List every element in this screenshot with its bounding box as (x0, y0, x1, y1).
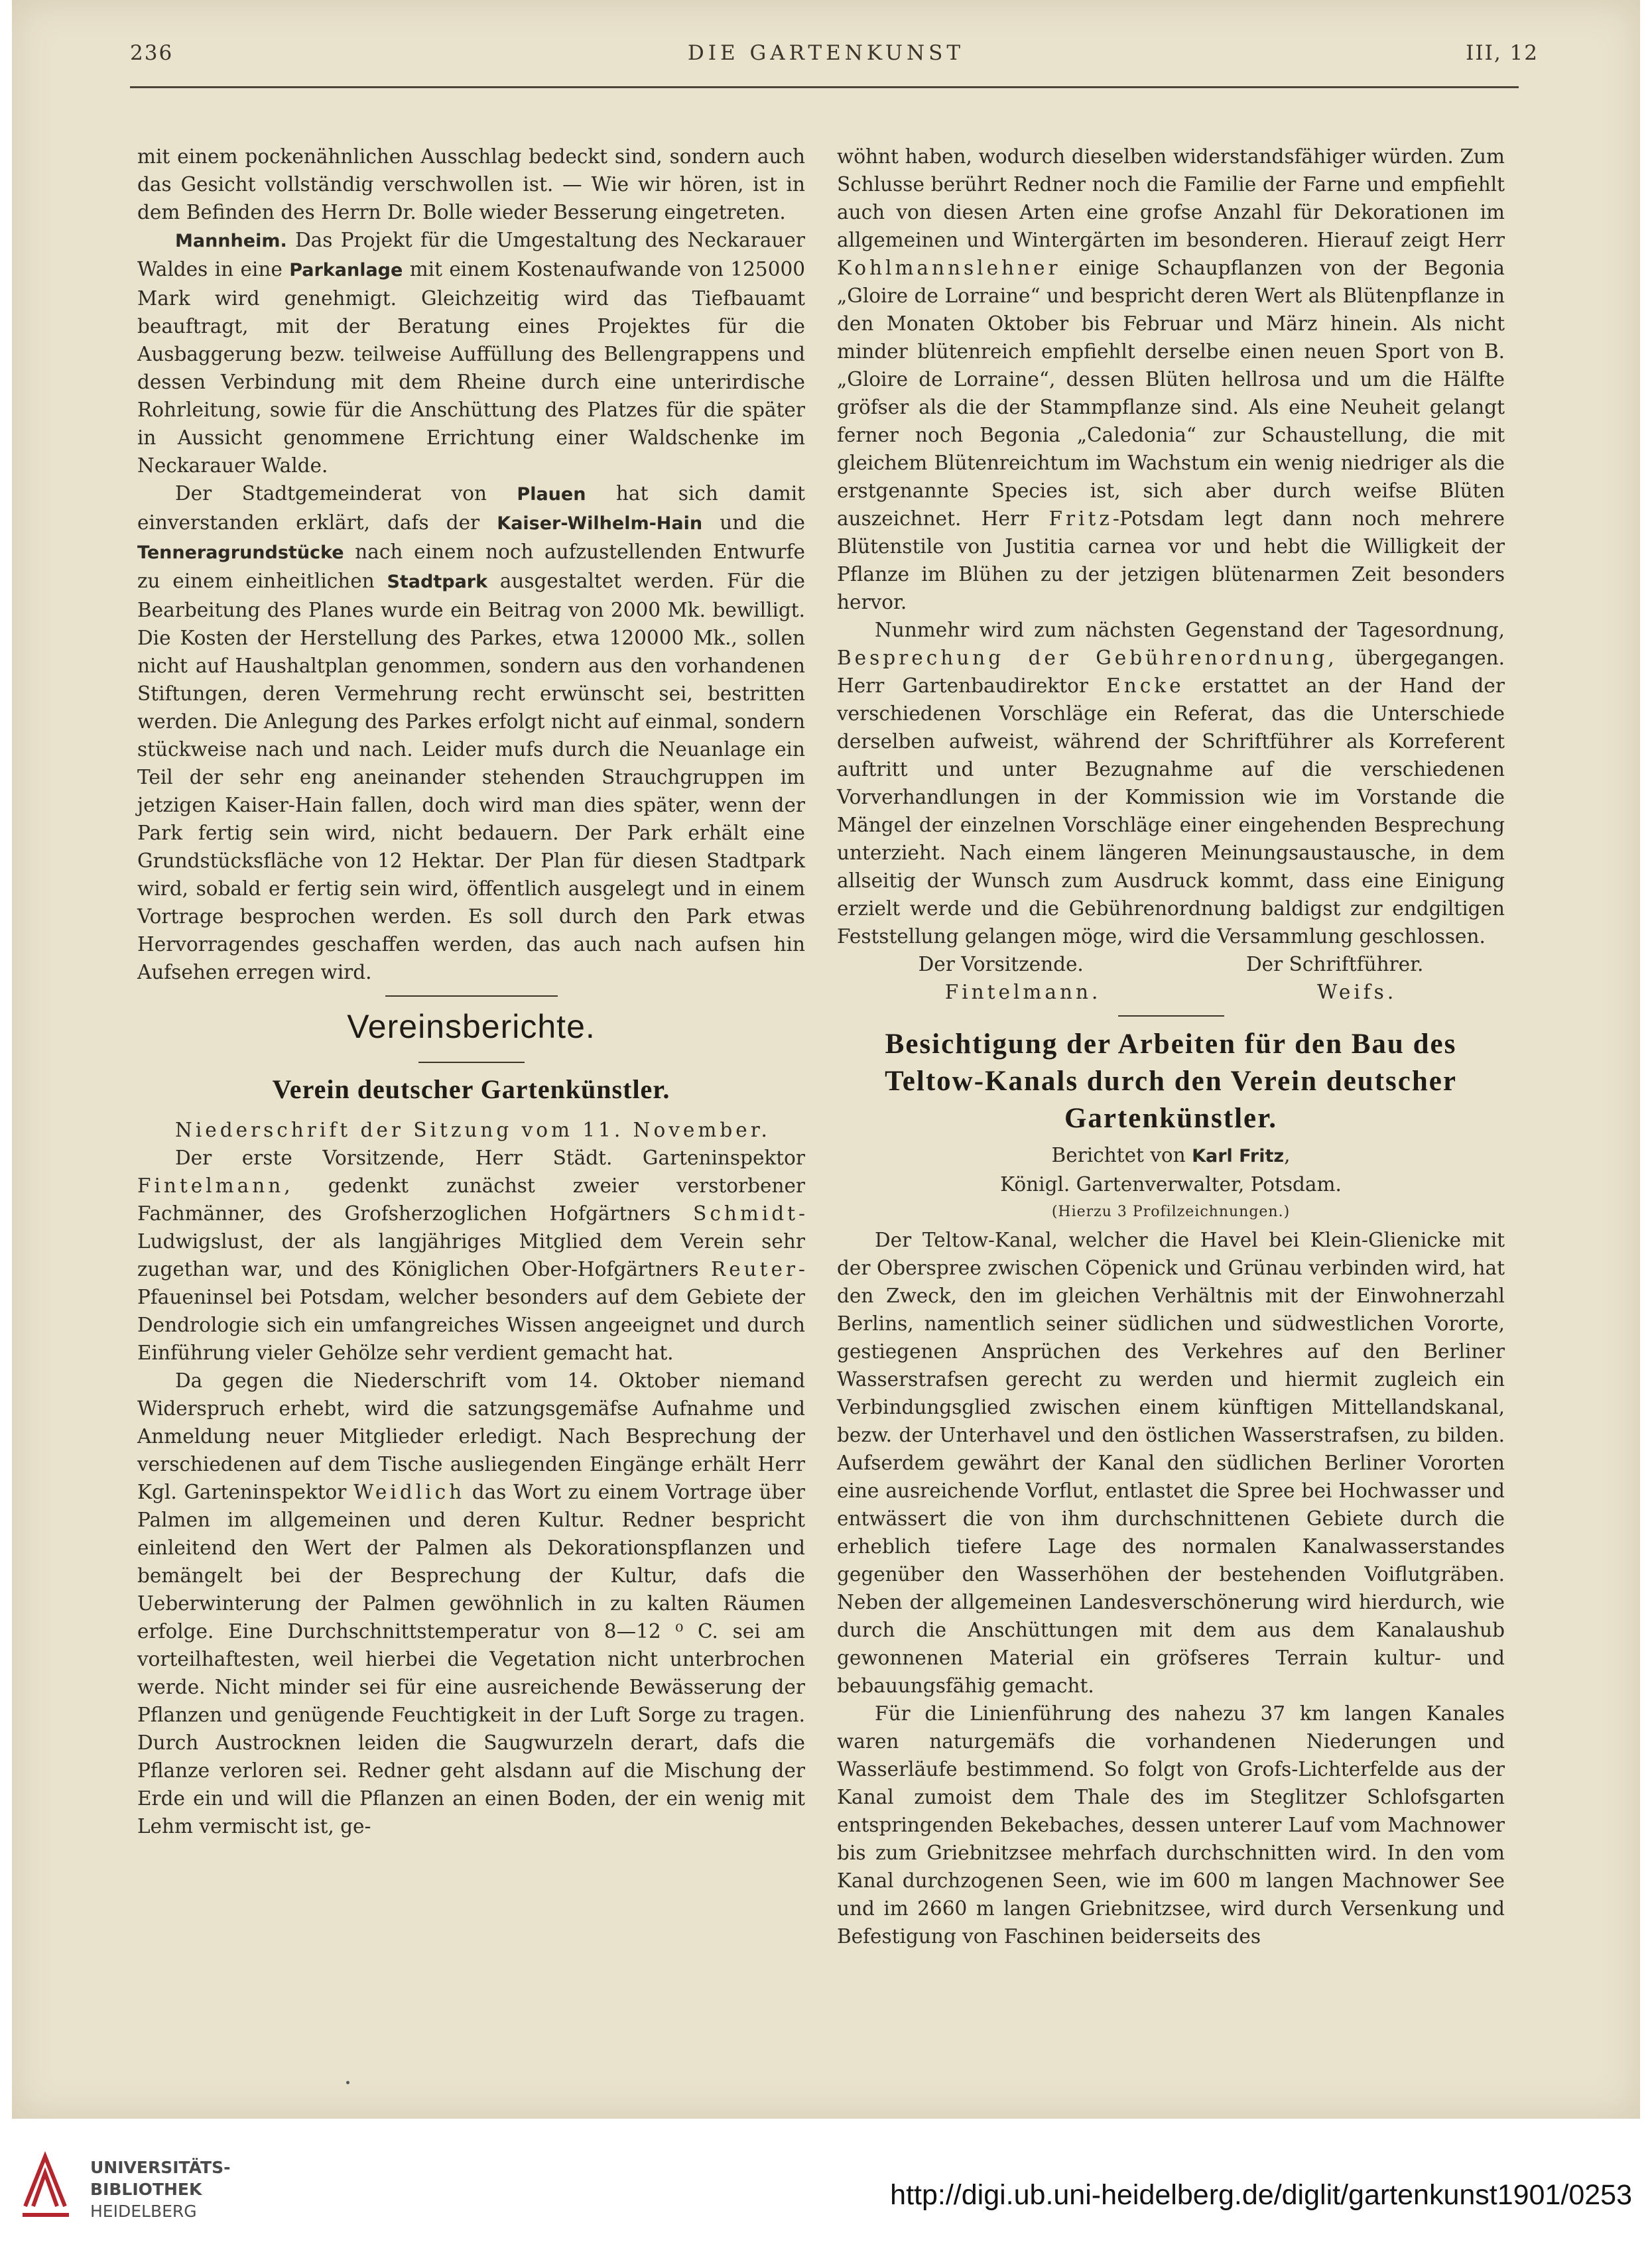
library-line-2: BIBLIOTHEK (90, 2180, 202, 2199)
fees-topic: Besprechung der Gebührenordnung (837, 647, 1328, 669)
issue-number: III, 12 (1466, 41, 1539, 65)
chair-name: Fintelmann. (944, 981, 1102, 1003)
secretary-role: Der Schriftführer. (1246, 953, 1424, 975)
article-divider (1118, 1015, 1224, 1017)
secretary-name: Weifs. (1316, 981, 1397, 1003)
begonia-text-c: -Potsdam legt dann noch mehrere Blütenstile von Justitia carnea vor und hebt die Willigkeit der Pflanze im Blühen zu der jetzigen blütenarmen Zeit besonders hervor. (837, 507, 1505, 613)
paragraph-palms (137, 1367, 805, 1840)
plauen-text-d: und die (702, 511, 805, 534)
right-column (837, 143, 1505, 1950)
obit-text-c: -Ludwigslust, der als langjähriges Mitglied dem Verein sehr zugethan war, und des Königlichen Ober-Hofgärtners (137, 1202, 805, 1281)
article-title: Besichtigung der Arbeiten für den Bau des Teltow-Kanals durch den Verein deutscher Gartenkünstler. (885, 1029, 1457, 1134)
parkanlage-term: Parkanlage (289, 260, 403, 281)
author-role: Königl. Gartenverwalter, Potsdam. (1000, 1173, 1342, 1196)
stadtpark-term: Stadtpark (387, 572, 488, 592)
name-reuter: Reuter (710, 1258, 799, 1281)
mannheim-text-b: mit einem Kostenaufwande von 125000 Mark wird genehmigt. Gleichzeitig wird das Tiefbauamt beauftragt, mit der Beratung eines Projektes für die Ausbaggerung bezw. teilweise Auffüllung des Bellengrappens und dessen Verbindung mit dem Rheine durch eine unterirdische Rohrleitung, sowie für die Anschüttung des Platzes für die später in Aussicht genommene Errichtung einer Waldschenke im Neckarauer Walde. (137, 258, 806, 477)
fees-text-a: Nunmehr wird zum nächsten Gegenstand der Tagesordnung, (875, 619, 1505, 641)
library-line-3: HEIDELBERG (90, 2202, 197, 2221)
obit-text-a: Der erste Vorsitzende, Herr Städt. Garteninspektor (175, 1147, 805, 1169)
library-logo-icon (19, 2143, 73, 2223)
chair-role: Der Vorsitzende. (918, 953, 1084, 975)
paragraph-obituaries (137, 1144, 805, 1367)
plauen-text-a: Der Stadtgemeinderat von (175, 482, 517, 505)
paragraph-teltow-purpose: Der Teltow-Kanal, welcher die Havel bei Klein-Glienicke mit der Oberspree zwischen Cöpenick und Grünau verbinden wird, hat den Zweck, den im gleichen Verhältnis mit der Einwohnerzahl Berlins, namentlich seiner südlichen und südwestlichen Vororte, gestiegenen Ansprüchen des Verkehres auf den Berliner Wasserstrafsen gerecht zu werden und hiermit zugleich ein Verbindungsglied zwischen einem künftigen Mittellandskanal, bezw. der Unterhavel und den östlichen Wasserstrafsen, zu bilden. Aufserdem gewährt der Kanal den südlichen Berliner Vororten eine ausreichende Vorflut, entlastet die Spree bei Hochwasser und entwässert die von ihm durchschnittenen Gebiete durch die erheblich tiefere Lage des normalen Kanalwasserstandes gegenüber den Wasserhöhen der bestehenden Voiflutgräben. Neben der allgemeinen Landesverschönerung wird hierdurch, wie durch die Anschüttungen mit dem aus dem Kanalaushub gewonnenen Material ein gröfseres Terrain kultur- und bebauungsfähig gemacht. (837, 1229, 1505, 1697)
byline-comma: , (1284, 1144, 1291, 1166)
plauen-text-c: hat sich damit einverstanden erklärt, dafs der (137, 482, 805, 534)
tennera-term: Tenneragrundstücke (137, 542, 344, 563)
begonia-text-b: einige Schaupflanzen von der Begonia „Gloire de Lorraine“ und bespricht deren Wert als Blütenpflanze in den Monaten Oktober bis Februar und März hinein. Als nicht minder blütenreich empfiehlt derselbe einen neuen Sport von B. „Gloire de Lorraine“, dessen Blüten hellrosa und um die Hälfte gröfser als die der Stammpflanze sind. Als eine Neuheit gelangt ferner noch Begonia „Caledonia“ zur Schaustellung, die mit gleichem Blütenreichtum im Wachstum ein wenig niedriger als die erstgenannte Species ist, sich aber durch weifse Blüten auszeichnet. Herr (837, 257, 1505, 530)
mannheim-lead: Mannheim. (175, 231, 287, 251)
journal-title: DIE GARTENKUNST (687, 41, 965, 65)
source-url-link[interactable]: http://digi.ub.uni-heidelberg.de/diglit/gartenkunst1901/0253 (890, 2179, 1632, 2211)
name-encke: Encke (1106, 674, 1184, 697)
figure-note: (Hierzu 3 Profilzeichnungen.) (1051, 1204, 1291, 1220)
paragraph-begonia (837, 143, 1505, 616)
signature-names (837, 978, 1505, 1006)
fees-text-b: , übergegangen. Herr Gartenbaudirektor (837, 647, 1505, 697)
fees-text-c: erstattet an der Hand der verschiedenen Vorschläge ein Referat, das die Unterschiede derselben aufweist, während der Schriftführer als Korreferent auftritt und unter Bezugnahme auf die verschiedenen Vorverhandlungen in der Kommission wie im Vorstande die Mängel der einzelnen Vorschläge einer eingehenden Besprechung unterzieht. Nach einem längeren Meinungsaustausche, in dem allseitig der Wunsch zum Ausdruck kommt, dass eine Einigung erzielt werde und die Gebührenordnung baldigst zur endgiltigen Feststellung gelangen möge, wird die Versammlung geschlossen. (837, 674, 1505, 948)
scan-speck (346, 2081, 349, 2084)
mannheim-text-a: Das Projekt für die Umgestaltung des Neckarauer Waldes in eine (137, 229, 805, 281)
name-fintelmann: Fintelmann (137, 1174, 285, 1197)
minutes-heading: Niederschrift der Sitzung vom 11. November. (175, 1119, 771, 1141)
plauen-text-f: ausgestaltet werden. Für die Bearbeitung des Planes wurde ein Beitrag von 2000 Mk. bewilligt. Die Kosten der Herstellung des Parkes, etwa 120000 Mk., sollen nicht auf Haushaltplan genommen, sondern aus den vorhandenen Stiftungen, deren Vermehrung recht erwünscht sei, bestritten werden. Die Anlegung des Parkes erfolgt nicht auf einmal, sondern stückweise nach und nach. Leider mufs durch die Neuanlage ein Teil der sehr eng aneinander stehenden Strauchgruppen im jetzigen Kaiser-Hain fallen, doch wird man dies später, wenn der Park fertig sein wird, nicht bedauern. Der Park erhält eine Grundstücksfläche von 12 Hektar. Der Plan für diesen Stadtpark wird, sobald er fertig sein wird, öffentlich ausgelegt und in einem Vortrage besprochen werden. Es soll durch den Park etwas Hervorragendes geschaffen werden, das auch nach aufsen hin Aufsehen erregen wird. (137, 570, 805, 983)
obit-text-d: -Pfaueninsel bei Potsdam, welcher besonders auf dem Gebiete der Dendrologie sich ein umfangreiches Wissen angeeignet und durch Einführung vieler Gehölze sehr verdient gemacht hat. (137, 1258, 805, 1364)
plauen-text-e: nach einem noch aufzustellenden Entwurfe zu einem einheitlichen (137, 540, 805, 592)
byline (837, 1141, 1505, 1170)
kaiser-hain-term: Kaiser-Wilhelm-Hain (497, 513, 703, 534)
section-divider-short (418, 1062, 525, 1063)
paragraph-fees (837, 616, 1505, 950)
plauen-term: Plauen (517, 484, 586, 505)
paragraph-plauen (137, 479, 805, 986)
library-line-1: UNIVERSITÄTS- (90, 2158, 231, 2177)
name-schmidt: Schmidt (693, 1202, 799, 1225)
library-name (90, 2157, 230, 2222)
left-column (137, 143, 805, 1840)
byline-prefix: Berichtet von (1051, 1144, 1192, 1166)
name-weidlich: Weidlich (353, 1481, 466, 1503)
palms-text-b: das Wort zu einem Vortrage über Palmen im allgemeinen und deren Kultur. Redner bespricht einleitend den Wert der Palmen als Dekorationspflanzen und bemängelt bei der Besprechung der Kultur, dafs die Ueberwinterung der Palmen gewöhnlich in zu kalten Räumen erfolge. Eine Durchschnittstemperatur von 8—12 ⁰ C. sei am vorteilhaftesten, weil hierbei die Vegetation nicht unterbrochen werde. Nicht minder sei für eine ausreichende Bewässerung der Pflanzen und genügende Feuchtigkeit in der Luft Sorge zu tragen. Durch Austrocknen leiden die Saugwurzeln derart, dafs die Pflanze verloren sei. Redner geht alsdann auf die Mischung der Erde ein und will die Pflanzen an einen Boden, der ein wenig mit Lehm vermischt ist, ge- (137, 1481, 805, 1838)
name-kohlmannslehner: Kohlmannslehner (837, 257, 1061, 279)
begonia-text-a: wöhnt haben, wodurch dieselben widerstandsfähiger würden. Zum Schlusse berührt Redner noch die Familie der Farne und empfiehlt auch von diesen Arten eine grofse Anzahl für Dekorationen im allgemeinen und Wintergärten im besonderen. Hierauf zeigt Herr (837, 145, 1505, 251)
signature-roles (837, 950, 1505, 978)
section-title: Vereinsberichte. (347, 1008, 596, 1045)
palms-text-a: Da gegen die Niederschrift vom 14. Oktober niemand Widerspruch erhebt, wird die satzungsgemäfse Aufnahme und Anmeldung neuer Mitglieder erledigt. Nach Besprechung der verschiedenen auf dem Tische ausliegenden Eingänge erhält Herr Kgl. Garteninspektor (137, 1369, 805, 1503)
obit-text-b: , gedenkt zunächst zweier verstorbener Fachmänner, des Grofsherzoglichen Hofgärtners (137, 1174, 805, 1225)
section-divider (385, 995, 558, 997)
paragraph-mannheim (137, 226, 805, 479)
paragraph-bolle: mit einem pockenähnlichen Ausschlag bedeckt sind, sondern auch das Gesicht vollständig verschwollen ist. — Wie wir hören, ist in dem Befinden des Herrn Dr. Bolle wieder Besserung eingetreten. (137, 145, 805, 223)
name-fritz: Fritz (1048, 507, 1113, 530)
page-number: 236 (130, 41, 174, 65)
header-rule (130, 86, 1519, 88)
author-name: Karl Fritz (1192, 1146, 1285, 1166)
paragraph-teltow-route: Für die Linienführung des nahezu 37 km langen Kanales waren naturgemäfs die vorhandenen Niederungen und Wasserläufe bestimmend. So folgt von Grofs-Lichterfelde aus der Kanal zumoist dem Thale des im Steglitzer Schlofsgarten entspringenden Bekebaches, dessen unterer Lauf vom Machnower bis zum Griebnitzsee mehrfach durchschnitten wird. In den vom Kanal durchzogenen Seen, wie im 600 m langen Machnower See und im 2660 m langen Griebnitzsee, wird durch Versenkung und Befestigung von Faschinen beiderseits des (837, 1702, 1505, 1948)
society-title: Verein deutscher Gartenkünstler. (272, 1074, 670, 1104)
